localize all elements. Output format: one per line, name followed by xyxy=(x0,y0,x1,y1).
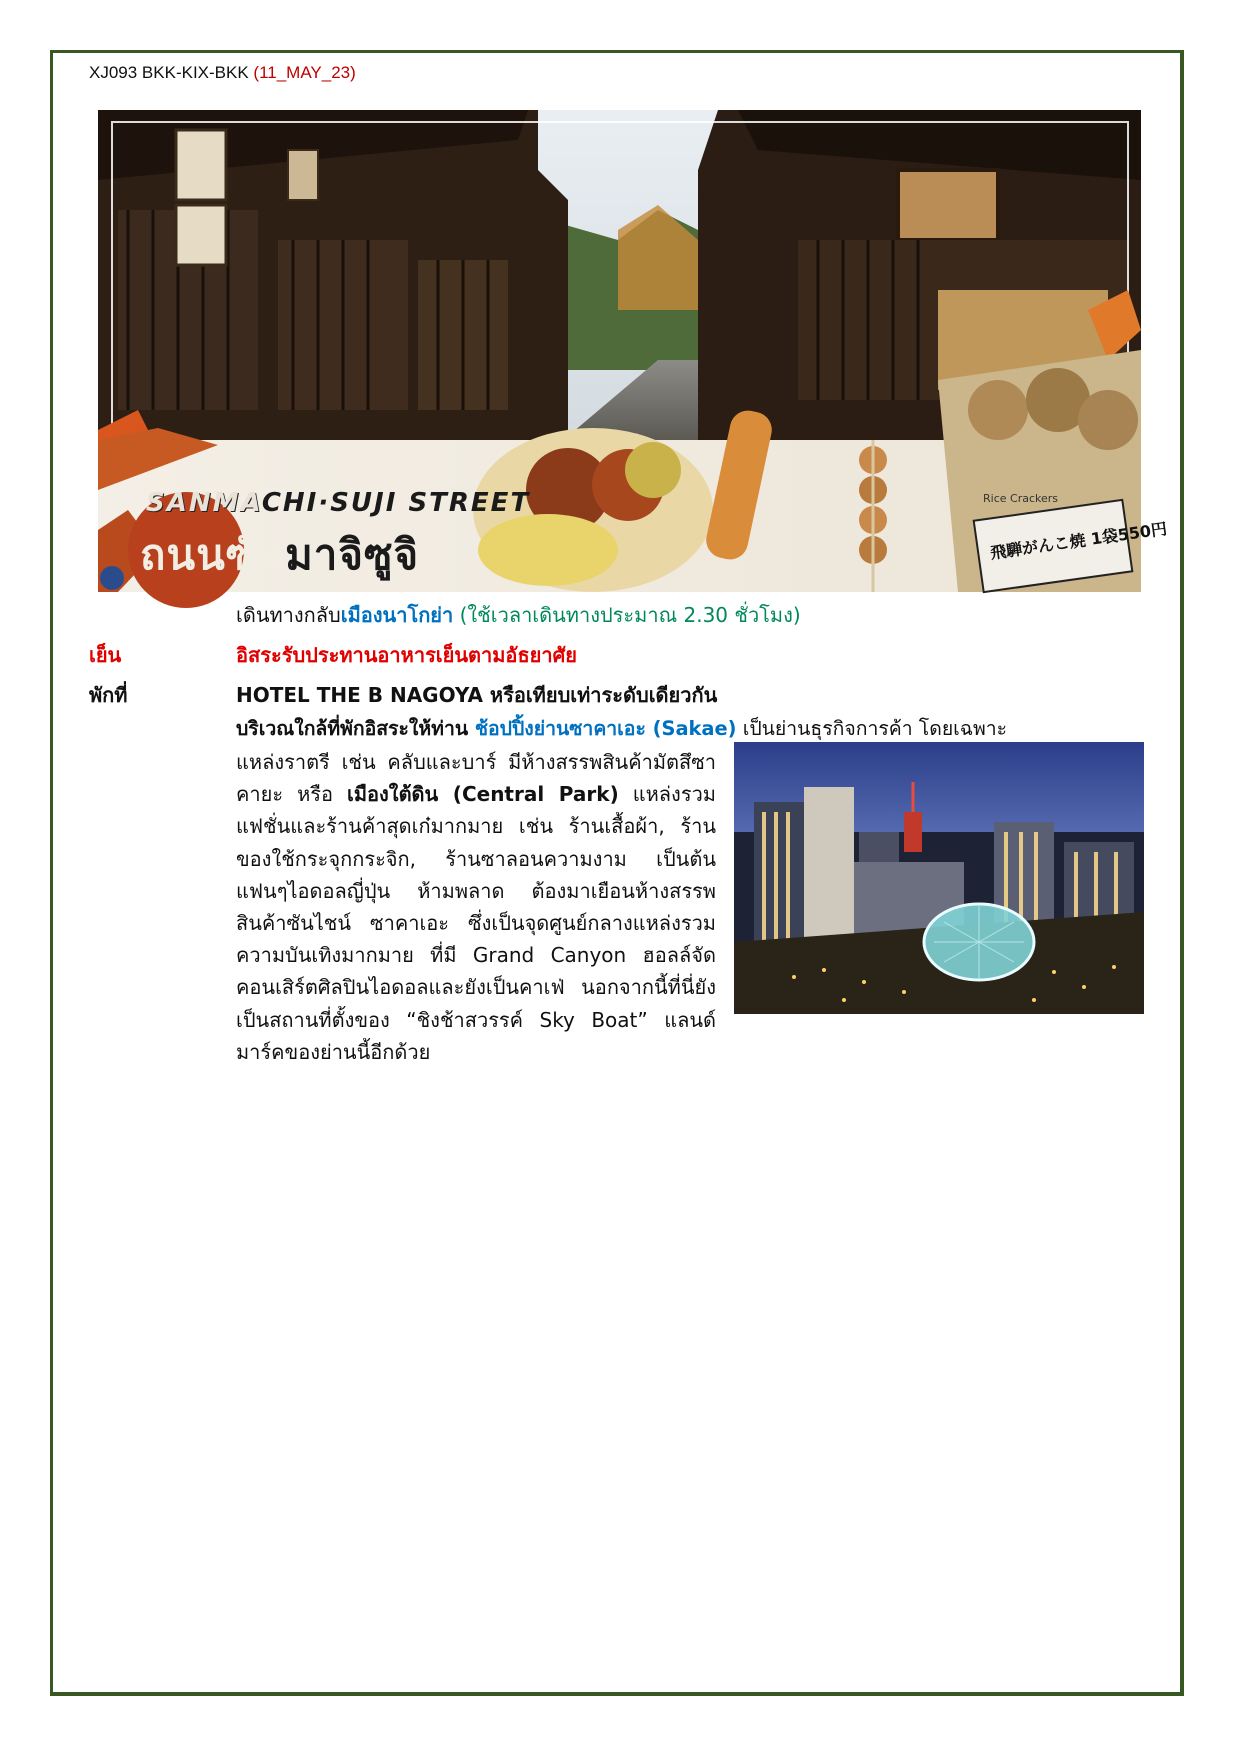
street-illustration xyxy=(98,110,1169,592)
central-park-highlight: เมืองใต้ดิน (Central Park) xyxy=(347,782,619,807)
rice-cracker-sign: Rice Crackers xyxy=(983,492,1059,505)
sakae-night-photo xyxy=(734,742,1144,1014)
nagoya-city: เมืองนาโกย่า xyxy=(340,603,454,627)
sakae-highlight: ช้อปปิ้งย่านซาคาเอะ (Sakae) xyxy=(474,717,737,740)
document-code xyxy=(89,63,356,83)
hotel-name: HOTEL THE B NAGOYA xyxy=(236,683,483,707)
tour-date: (11_MAY_23) xyxy=(253,63,356,82)
tour-code: XJ093 BKK-KIX-BKK xyxy=(89,63,249,82)
dinner-label: เย็น xyxy=(89,643,122,667)
travel-line: เดินทางกลับเมืองนาโกย่า (ใช้เวลาเดินทางประมาณ 2.30 ชั่วโมง) xyxy=(236,603,801,627)
hotel-line: HOTEL THE B NAGOYA หรือเทียบเท่าระดับเดียวกัน xyxy=(236,683,718,707)
banner-title-th: ถนนซันมาจิซูจิ xyxy=(140,530,420,579)
sanmachi-suji-banner xyxy=(98,110,1169,592)
hotel-label: พักที่ xyxy=(89,683,128,707)
banner-title-en: SANMACHI·SUJI STREET xyxy=(146,488,531,518)
free-time-line: บริเวณใกล้ที่พักอิสระให้ท่าน ช้อปปิ้งย่านซาคาเอะ (Sakae) เป็นย่านธุรกิจการค้า โดยเฉพาะ xyxy=(236,717,1008,740)
price-sign: 飛騨がんこ焼 1袋550円 xyxy=(989,519,1169,563)
dinner-text: อิสระรับประทานอาหารเย็นตามอัธยาศัย xyxy=(236,643,578,667)
city-illustration xyxy=(734,742,1144,1014)
sakae-description: แหล่งราตรี เช่น คลับและบาร์ มีห้างสรรพสินค้ามัตสึซาคายะ หรือ เมืองใต้ดิน (Central Park) แหล่งรวมแฟชั่นและร้านค้าสุดเก๋มากมาย เช่น ร้านเสื้อผ้า, ร้านของใช้กระจุกกระจิก, ร้านซาลอนความงาม เป็นต้น แฟนๆไอดอลญี่ปุ่น ห้ามพลาด ต้องมาเยือนห้างสรรพสินค้าซันไชน์ ซาคาเอะ ซึ่งเป็นจุดศูนย์กลางแหล่งรวมความบันเทิงมากมาย ที่มี Grand Canyon ฮอลล์จัดคอนเสิร์ตศิลปินไอดอลและยังเป็นคาเฟ่ นอกจากนี้ที่นี่ยังเป็นสถานที่ตั้งของ “ชิงช้าสวรรค์ Sky Boat” แลนด์มาร์คของย่านนี้อีกด้วย xyxy=(236,750,716,1064)
